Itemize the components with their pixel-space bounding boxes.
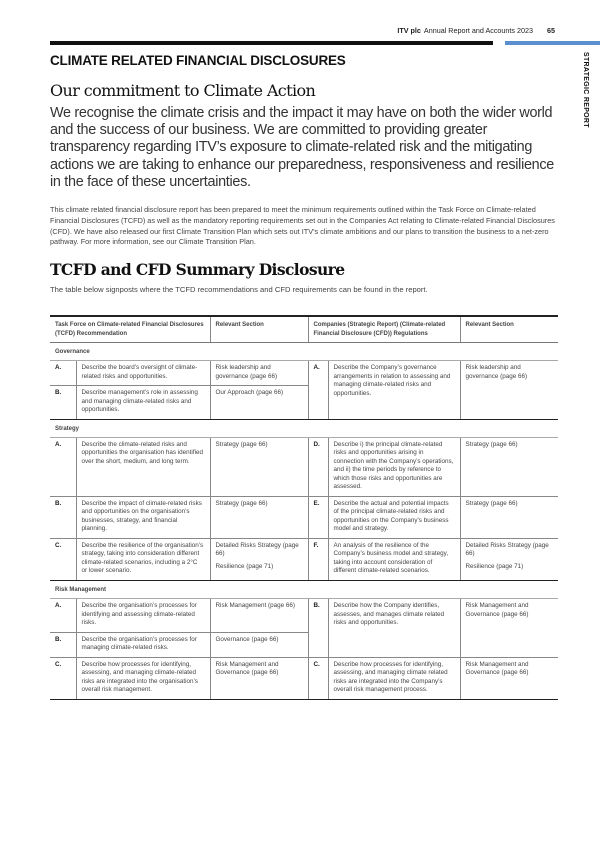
header-tcfd-section: Relevant Section xyxy=(210,316,308,342)
row-section: Strategy (page 66) xyxy=(210,437,308,496)
row-letter: D. xyxy=(308,437,328,496)
row-section: Risk Management (page 66) xyxy=(210,599,308,633)
row-section: Risk Management and Governance (page 66) xyxy=(460,599,558,658)
row-section: Detailed Risks Strategy (page 66) xyxy=(215,541,299,558)
row-letter: A. xyxy=(50,361,76,386)
row-text: Describe the climate-related risks and opportunities the organisation has identified over the short, medium, and long term. xyxy=(76,437,210,496)
row-letter: B. xyxy=(50,496,76,538)
category-row xyxy=(50,580,558,598)
section-accent-bar xyxy=(505,41,600,45)
page-number: 65 xyxy=(547,26,555,35)
table-header-row xyxy=(50,316,558,342)
row-letter: C. xyxy=(50,538,76,580)
table-row xyxy=(50,657,558,699)
summary-intro: The table below signposts where the TCFD recommendations and CFD requirements can be found in the report. xyxy=(50,285,428,295)
table-row xyxy=(50,437,558,496)
table-row xyxy=(50,361,558,386)
row-text: Describe how processes for identifying, assessing, and managing climate related risks are integrated into the Company’s overall risk management process. xyxy=(328,657,460,699)
row-text: Describe the board’s oversight of climate-related risks and opportunities. xyxy=(76,361,210,386)
row-section: Strategy (page 66) xyxy=(460,437,558,496)
row-section: Our Approach (page 66) xyxy=(210,386,308,420)
row-section: Risk Management and Governance (page 66) xyxy=(210,657,308,699)
row-letter: A. xyxy=(50,437,76,496)
section-title: CLIMATE RELATED FINANCIAL DISCLOSURES xyxy=(50,53,346,68)
row-letter: C. xyxy=(308,657,328,699)
commitment-lead: We recognise the climate crisis and the impact it may have on both the wider world and the success of our business. We are committed to providing greater transparency regarding ITV’s exposure to climate-related risk and the mitigating actions we are taking to enhance our preparedness, responsiveness and resilience in the face of these uncertainties. xyxy=(50,105,554,190)
row-section-secondary: Resilience (page 71) xyxy=(465,562,524,570)
side-section-label: STRATEGIC REPORT xyxy=(582,52,589,128)
row-letter: B. xyxy=(308,599,328,658)
row-text: Describe the actual and potential impacts of the principal climate-related risks and opportunities on the Company’s business model and strategy. xyxy=(328,496,460,538)
report-title: Annual Report and Accounts 2023 xyxy=(423,26,533,35)
table-row xyxy=(50,599,558,633)
row-text: Describe i) the principal climate-related risks and opportunities arising in connection with the Company’s operations, and ii) the time periods by reference to which those risks and opportunities are assessed. xyxy=(328,437,460,496)
row-text: Describe how the Company identifies, assesses, and manages climate related risks and opportunities. xyxy=(328,599,460,658)
disclosure-table xyxy=(50,315,558,699)
row-letter: B. xyxy=(50,632,76,657)
row-section: Risk leadership and governance (page 66) xyxy=(460,361,558,420)
category-strategy: Strategy xyxy=(50,419,558,437)
row-text: Describe management’s role in assessing and managing climate-related risks and opportunities. xyxy=(76,386,210,420)
commitment-intro: This climate related financial disclosure report has been prepared to meet the minimum requirements outlined within the Task Force on Climate-related Financial Disclosures (TCFD) as well as the mandatory reporting requirements set out in the Companies Act relating to Climate-related Financial Disclosures (CFD). We have also released our first Climate Transition Plan which sets out ITV’s climate ambitions and our plans to transition the business to a net-zero pathway. For more information, see our Climate Transition Plan. xyxy=(50,205,555,247)
row-text: Describe the resilience of the organisation’s strategy, taking into consideration different climate-related scenarios, including a 2°C or lower scenario. xyxy=(76,538,210,580)
category-governance: Governance xyxy=(50,342,558,360)
row-letter: B. xyxy=(50,386,76,420)
category-row xyxy=(50,342,558,360)
category-row xyxy=(50,419,558,437)
row-letter: C. xyxy=(50,657,76,699)
category-risk-management: Risk Management xyxy=(50,580,558,598)
row-section: Strategy (page 66) xyxy=(210,496,308,538)
row-section-cell xyxy=(460,538,558,580)
header-tcfd: Task Force on Climate-related Financial Disclosures (TCFD) Recommendation xyxy=(50,316,210,342)
page-header xyxy=(397,26,555,35)
header-cfd: Companies (Strategic Report) (Climate-related Financial Disclosure (CFD)) Regulations xyxy=(308,316,460,342)
row-letter: A. xyxy=(308,361,328,420)
row-section: Risk leadership and governance (page 66) xyxy=(210,361,308,386)
table-row xyxy=(50,538,558,580)
row-letter: F. xyxy=(308,538,328,580)
row-section: Detailed Risks Strategy (page 66) xyxy=(465,541,549,558)
row-text: Describe the organisation’s processes for identifying and assessing climate-related risks. xyxy=(76,599,210,633)
row-section: Risk Management and Governance (page 66) xyxy=(460,657,558,699)
header-rule xyxy=(50,41,493,45)
row-text: An analysis of the resilience of the Company’s business model and strategy, taking into account consideration of different climate-related scenarios. xyxy=(328,538,460,580)
header-cfd-section: Relevant Section xyxy=(460,316,558,342)
company-name: ITV plc xyxy=(397,26,421,35)
row-section: Governance (page 66) xyxy=(210,632,308,657)
summary-heading: TCFD and CFD Summary Disclosure xyxy=(50,260,345,280)
page-content xyxy=(50,52,558,700)
row-section-cell xyxy=(210,538,308,580)
row-letter: E. xyxy=(308,496,328,538)
row-text: Describe the impact of climate-related risks and opportunities on the organisation’s businesses, strategy, and financial planning. xyxy=(76,496,210,538)
row-letter: A. xyxy=(50,599,76,633)
table-row xyxy=(50,496,558,538)
row-text: Describe the organisation’s processes for managing climate-related risks. xyxy=(76,632,210,657)
row-section-secondary: Resilience (page 71) xyxy=(215,562,274,570)
row-text: Describe the Company’s governance arrangements in relation to assessing and managing climate-related risks and opportunities. xyxy=(328,361,460,420)
row-section: Strategy (page 66) xyxy=(460,496,558,538)
row-text: Describe how processes for identifying, assessing, and managing climate-related risks are integrated into the organisation’s overall risk management. xyxy=(76,657,210,699)
commitment-heading: Our commitment to Climate Action xyxy=(50,81,316,100)
